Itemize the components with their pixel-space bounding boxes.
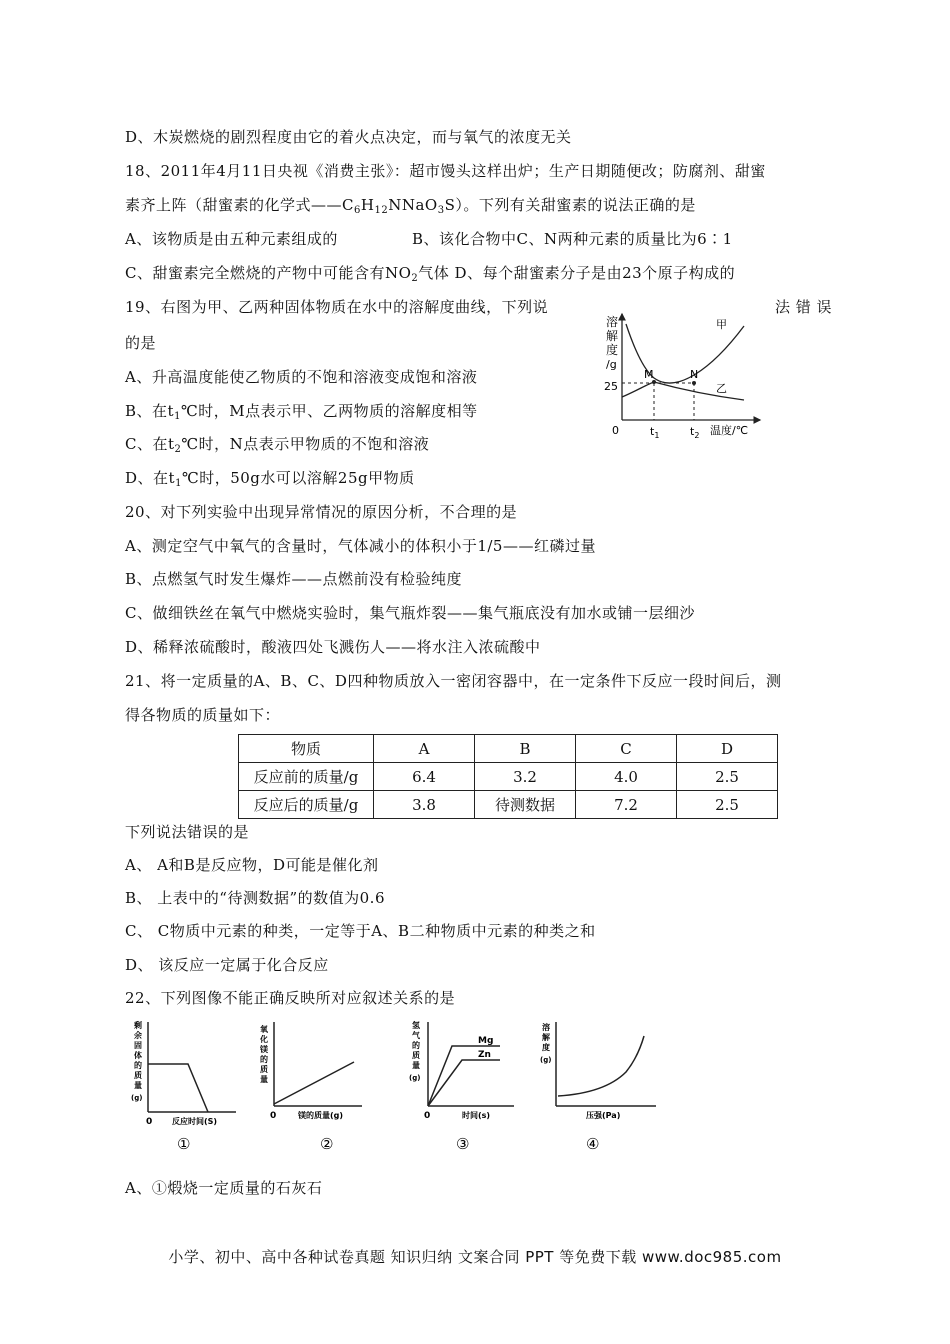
q18-options-cd: C、甜蜜素完全燃烧的产物中可能含有$NO_2$气体 D、每个甜蜜素分子是由23个原子构成的	[125, 264, 736, 284]
table-cell: 反应前的质量/g	[239, 763, 374, 791]
table-cell: 3.2	[475, 763, 576, 791]
q19-stem-line1-end: 法 错 误	[775, 298, 833, 316]
graph1-ylabel-7: 量	[134, 1081, 142, 1090]
graph2-number: ②	[320, 1135, 334, 1153]
q18-stem-line2: 素齐上阵（甜蜜素的化学式$——C_6H_{12}NNaO_3S$）。下列有关甜蜜素的说法正确的是	[125, 196, 696, 216]
curve-jia-label: 甲	[716, 318, 727, 331]
origin-label: 0	[612, 424, 619, 437]
q22-stem: 22、下列图像不能正确反映所对应叙述关系的是	[125, 989, 456, 1007]
q21-option-c: C、 C物质中元素的种类，一定等于A、B二种物质中元素的种类之和	[125, 922, 596, 940]
graph2-origin: 0	[270, 1111, 277, 1121]
table-header-cell: C	[576, 735, 677, 763]
table-cell: 待测数据	[475, 791, 576, 819]
table-header-cell: B	[475, 735, 576, 763]
graph3-ylabel-6: (g)	[409, 1074, 421, 1082]
t1-label: $t_1$	[650, 425, 660, 440]
graph4-ylabel-3: 度	[542, 1043, 550, 1052]
graph1-ylabel-2: 余	[134, 1031, 142, 1040]
table-row	[239, 791, 778, 819]
point-n-label: N	[690, 368, 699, 381]
graph4-ylabel-4: (g)	[540, 1056, 552, 1064]
q19-option-c: C、在$t_2℃$时，N点表示甲物质的不饱和溶液	[125, 435, 430, 455]
graph1-ylabel-1: 剩	[134, 1021, 142, 1030]
graph1-ylabel-4: 体	[134, 1051, 142, 1060]
table-cell: 2.5	[677, 791, 778, 819]
graph2-ylabel-5: 质	[260, 1065, 268, 1074]
graph1-number: ①	[177, 1135, 191, 1153]
graph1-ylabel-3: 固	[134, 1041, 142, 1050]
graph3-ylabel-5: 量	[412, 1061, 420, 1070]
graph2-ylabel-2: 化	[260, 1035, 268, 1044]
table-cell: 3.8	[374, 791, 475, 819]
q19-option-a: A、升高温度能使乙物质的不饱和溶液变成饱和溶液	[125, 368, 478, 386]
q20-option-c: C、做细铁丝在氧气中燃烧实验时，集气瓶炸裂——集气瓶底没有加水或铺一层细沙	[125, 604, 695, 622]
graph1-ylabel-5: 的	[134, 1061, 142, 1070]
q22-option-a: A、①煅烧一定质量的石灰石	[125, 1179, 323, 1197]
graph4-xlabel: 压强(Pa)	[586, 1111, 621, 1120]
q17-option-d: D、木炭燃烧的剧烈程度由它的着火点决定，而与氧气的浓度无关	[125, 128, 572, 146]
q21-stem-line2: 得各物质的质量如下：	[125, 706, 281, 724]
q18-option-b: B、该化合物中C、N两种元素的质量比为6∶1	[412, 230, 733, 248]
graph2-ylabel-1: 氧	[260, 1025, 268, 1034]
table-cell: 反应后的质量/g	[239, 791, 374, 819]
graph1-ylabel-6: 质	[134, 1071, 142, 1080]
graph3-ylabel-2: 气	[412, 1031, 420, 1040]
x-axis-label: 温度/℃	[710, 424, 749, 437]
graph3-zn-label: Zn	[478, 1050, 491, 1060]
q20-option-d: D、稀释浓硫酸时，酸液四处飞溅伤人——将水注入浓硫酸中	[125, 638, 541, 656]
ylabel-1: 溶	[606, 315, 619, 329]
q19-option-d: D、在$t_1℃$时，50g水可以溶解25g甲物质	[125, 469, 415, 489]
table-header-cell: A	[374, 735, 475, 763]
q19-stem-line1: 19、右图为甲、乙两种固体物质在水中的溶解度曲线，下列说	[125, 298, 549, 316]
graph3-xlabel: 时间(s)	[462, 1111, 491, 1120]
q21-options-intro: 下列说法错误的是	[125, 823, 250, 841]
q21-option-a: A、 A和B是反应物，D可能是催化剂	[125, 856, 379, 874]
graph2-curve	[274, 1062, 354, 1104]
q21-option-b: B、 上表中的“待测数据”的数值为0.6	[125, 889, 385, 907]
mass-table	[238, 734, 778, 819]
table-cell: 7.2	[576, 791, 677, 819]
graph1-curve	[148, 1064, 208, 1112]
graph2-xlabel: 镁的质量(g)	[298, 1111, 344, 1120]
solubility-curve-figure	[596, 308, 766, 440]
graph3-ylabel-1: 氢	[412, 1021, 420, 1030]
table-row	[239, 763, 778, 791]
y-tick-25: 25	[604, 380, 618, 393]
graph3-ylabel-4: 质	[412, 1051, 420, 1060]
graph3-zn-curve	[428, 1060, 500, 1106]
graph2-ylabel-3: 镁	[260, 1045, 268, 1054]
table-cell: 6.4	[374, 763, 475, 791]
graph2-ylabel-4: 的	[260, 1055, 268, 1064]
graph-4	[540, 1014, 660, 1156]
table-header-cell: 物质	[239, 735, 374, 763]
graph1-xlabel: 反应时间(S)	[172, 1117, 218, 1126]
ylabel-4: /g	[606, 358, 617, 371]
curve-yi-label: 乙	[716, 382, 727, 395]
ylabel-3: 度	[606, 343, 619, 357]
page-footer: 小学、初中、高中各种试卷真题 知识归纳 文案合同 PPT 等免费下载 www.doc985.com	[168, 1248, 782, 1266]
graph3-ylabel-3: 的	[412, 1041, 420, 1050]
graph4-ylabel-2: 解	[542, 1033, 550, 1042]
table-cell: 2.5	[677, 763, 778, 791]
graph3-mg-label: Mg	[478, 1036, 494, 1046]
q19-stem-line2: 的是	[125, 334, 157, 352]
t2-label: $t_2$	[690, 425, 700, 440]
graph4-curve	[558, 1036, 644, 1096]
graph2-ylabel-6: 量	[260, 1075, 268, 1084]
q20-stem: 20、对下列实验中出现异常情况的原因分析，不合理的是	[125, 503, 518, 521]
q20-option-b: B、点燃氢气时发生爆炸——点燃前没有检验纯度	[125, 570, 463, 588]
graph3-origin: 0	[424, 1111, 431, 1121]
point-n-dot	[692, 381, 696, 385]
graph1-origin: 0	[146, 1117, 153, 1127]
graph-2	[250, 1014, 370, 1156]
graph-1	[128, 1014, 238, 1156]
table-header-cell: D	[677, 735, 778, 763]
q19-option-b: B、在$t_1℃$时，M点表示甲、乙两物质的溶解度相等	[125, 402, 478, 422]
graph4-ylabel-1: 溶	[542, 1023, 550, 1032]
q21-stem-line1: 21、将一定质量的A、B、C、D四种物质放入一密闭容器中，在一定条件下反应一段时间后，测	[125, 672, 782, 690]
q20-option-a: A、测定空气中氧气的含量时，气体减小的体积小于1/5——红磷过量	[125, 537, 596, 555]
q21-option-d: D、 该反应一定属于化合反应	[125, 956, 329, 974]
graph1-ylabel-8: (g)	[131, 1094, 143, 1102]
graph4-number: ④	[586, 1135, 600, 1153]
ylabel-2: 解	[606, 329, 619, 343]
graph-3	[400, 1014, 520, 1156]
table-header-row	[239, 735, 778, 763]
q18-option-a: A、该物质是由五种元素组成的	[125, 230, 338, 248]
table-cell: 4.0	[576, 763, 677, 791]
point-m-label: M	[644, 368, 654, 381]
graph3-number: ③	[456, 1135, 470, 1153]
q18-stem-line1: 18、2011年4月11日央视《消费主张》：超市馒头这样出炉；生产日期随便改；防腐剂、甜蜜	[125, 162, 766, 180]
